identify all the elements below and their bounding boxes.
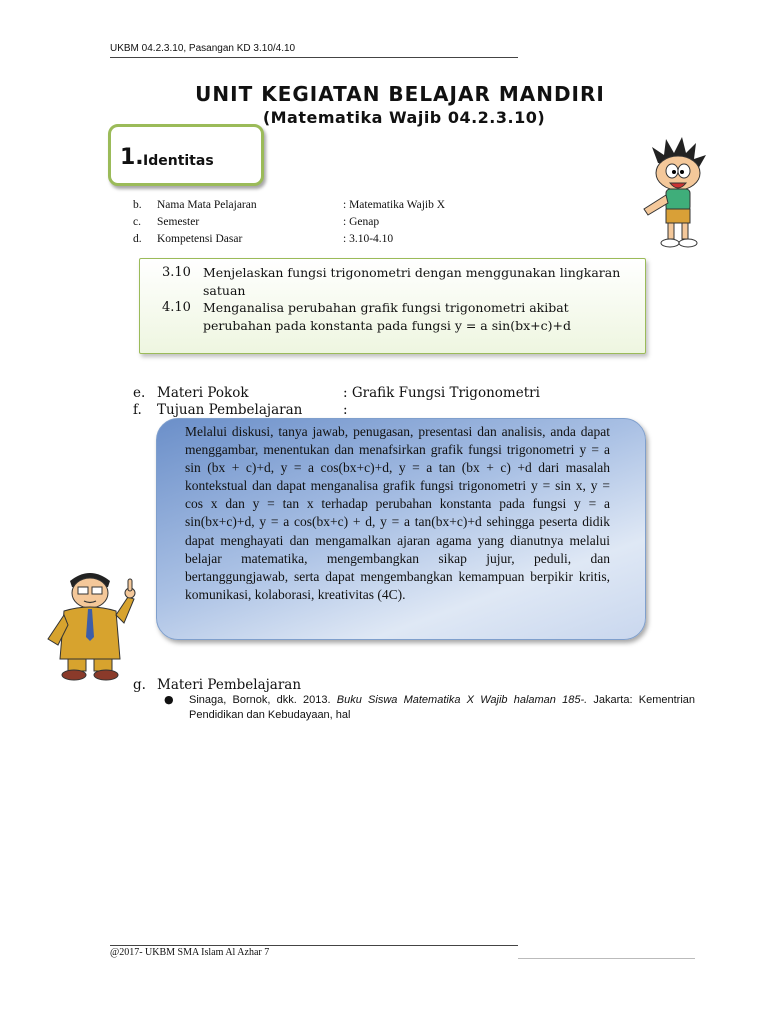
- identity-value: : Matematika Wajib X: [343, 199, 446, 211]
- reference-author: Sinaga, Bornok, dkk. 2013.: [189, 694, 337, 706]
- identity-value: : Genap: [343, 216, 380, 228]
- page-footer: @2017- UKBM SMA Islam Al Azhar 7: [110, 947, 270, 958]
- materi-pembelajaran-label: Materi Pembelajaran: [157, 677, 302, 693]
- page-subtitle: (Matematika Wajib 04.2.3.10): [262, 108, 546, 127]
- teacher-character-illustration: [44, 563, 136, 683]
- section-title: Identitas: [143, 153, 214, 169]
- tujuan-pembelajaran-text: Melalui diskusi, tanya jawab, penugasan, presentasi dan analisis, anda dapat menggambar, menentukan dan menafsirkan grafik fungsi trigonometri y = a sin (bx + c)+d, y = a cos(bx+c)+d, y = a tan (bx + c) +d dari masalah kontekstual dan dapat menganalisa grafik fungsi trigonometri y = sin x, y = cos x dan y = tan x terhadap perubahan konstanta pada fungsi y = a sin(bx+c)+d, y = a cos(bx+c) + d, y = a tan(bx+c)+d sehingga peserta didik dapat menghayati dan mengamalkan ajaran agama yang dianutnya melalui belajar matematika, mengembangkan sikap jujur, peduli, dan bertanggungjawab, serta dapat mengembangkan kemampuan berpikir kritis, komunikasi, kolaborasi, kreativitas (4C).: [185, 424, 610, 602]
- page-title: UNIT KEGIATAN BELAJAR MANDIRI: [195, 82, 605, 106]
- kd-number: 3.10: [162, 265, 191, 280]
- bullet-icon: ●: [164, 693, 174, 706]
- kd-text-line: Menjelaskan fungsi trigonometri dengan menggunakan lingkaran: [203, 265, 621, 280]
- identity-letter: c.: [133, 216, 141, 228]
- header-rule: [110, 57, 518, 58]
- identity-letter: b.: [133, 199, 142, 211]
- identity-value: : 3.10-4.10: [343, 233, 394, 245]
- reference-text: [189, 693, 695, 723]
- boy-character-illustration: [638, 133, 718, 251]
- identity-label: Kompetensi Dasar: [157, 233, 243, 245]
- tujuan-label: Tujuan Pembelajaran: [157, 402, 303, 418]
- tujuan-letter: f.: [133, 402, 142, 418]
- materi-pokok-letter: e.: [133, 385, 146, 401]
- materi-pokok-value: : Grafik Fungsi Trigonometri: [343, 385, 540, 401]
- identity-letter: d.: [133, 233, 142, 245]
- footer-rule: [110, 945, 518, 946]
- kd-number: 4.10: [162, 300, 191, 315]
- identity-label: Semester: [157, 216, 200, 228]
- materi-pembelajaran-letter: g.: [133, 677, 146, 693]
- materi-pokok-label: Materi Pokok: [157, 385, 249, 401]
- identity-label: Nama Mata Pelajaran: [157, 199, 257, 211]
- kd-text-line: satuan: [203, 283, 246, 298]
- footer-rule-right: [518, 958, 695, 959]
- kd-text-line: perubahan pada konstanta pada fungsi y = a sin(bx+c)+d: [203, 318, 571, 333]
- reference-publisher: Jakarta: Kementrian Pendidikan dan Kebudayaan, hal: [189, 694, 695, 721]
- section-number: 1.: [120, 145, 144, 170]
- reference-book-title: Buku Siswa Matematika X Wajib halaman 185-.: [336, 694, 588, 706]
- kd-text-line: Menganalisa perubahan grafik fungsi trigonometri akibat: [203, 300, 569, 315]
- tujuan-value: :: [343, 402, 348, 418]
- page-header: UKBM 04.2.3.10, Pasangan KD 3.10/4.10: [110, 43, 296, 54]
